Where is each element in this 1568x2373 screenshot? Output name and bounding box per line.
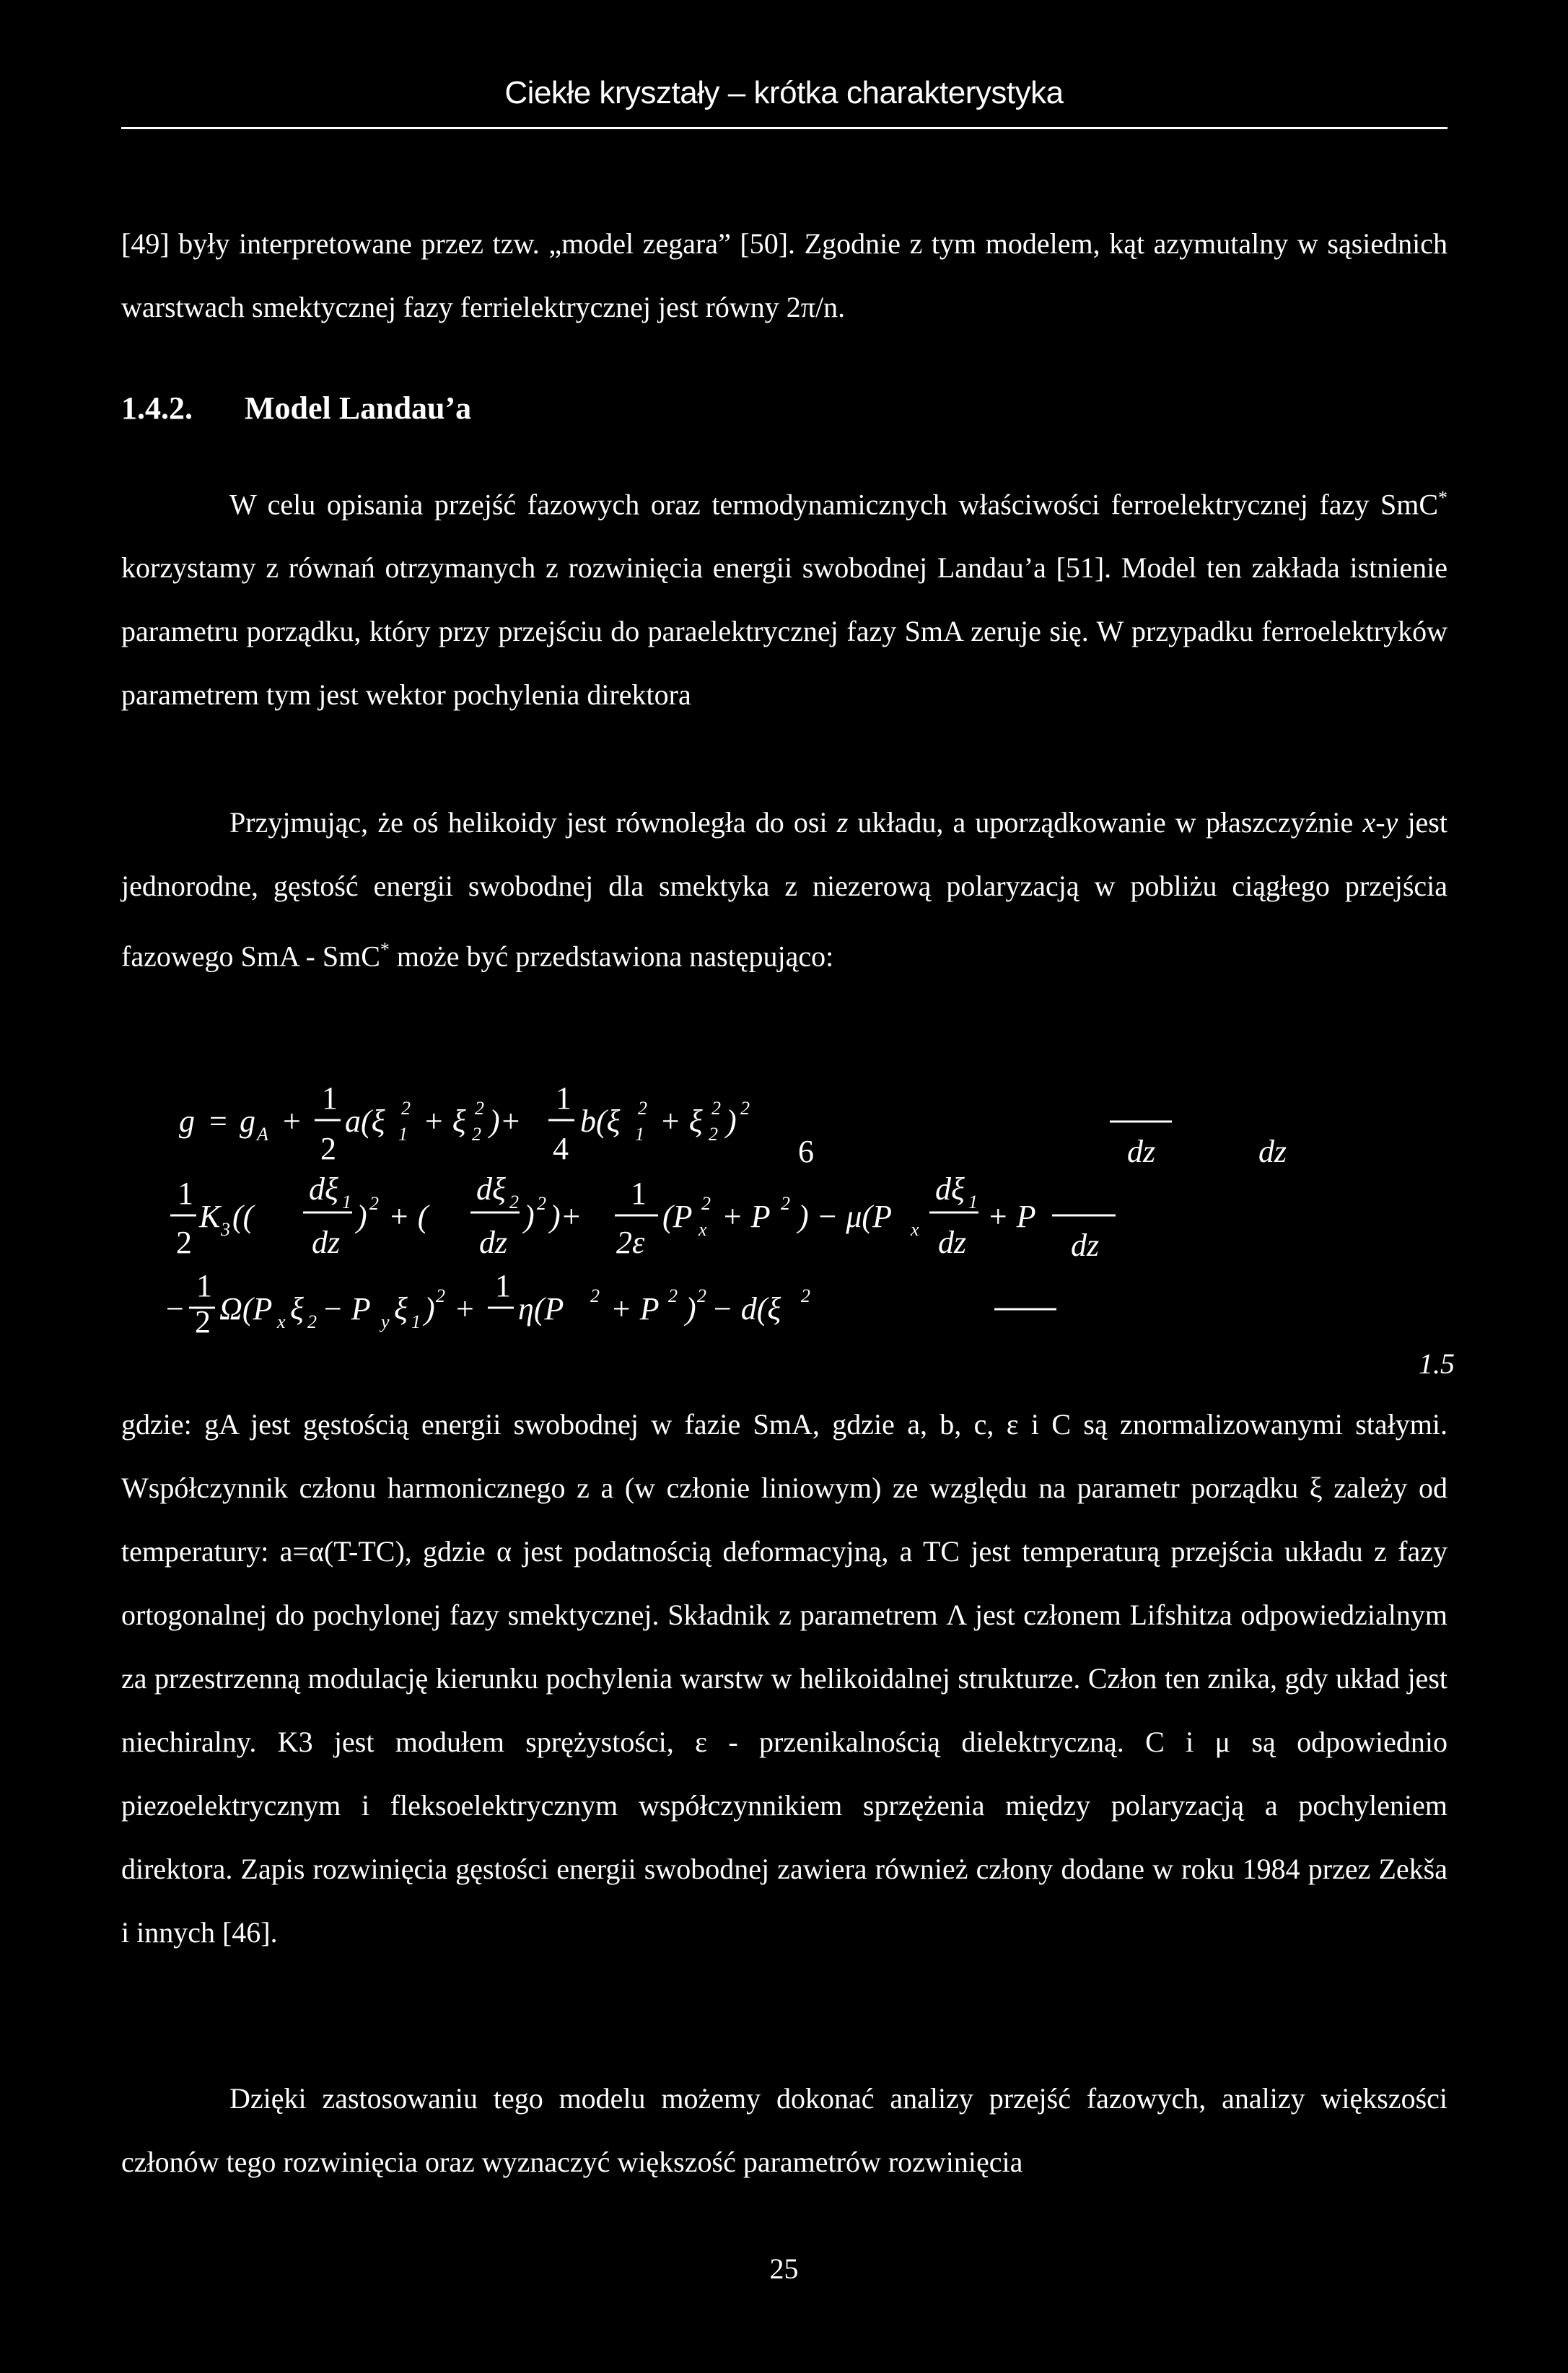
l3-xi2: ξ: [290, 1291, 304, 1327]
l2-open: ((: [232, 1199, 254, 1234]
l2-Px-sup: 2: [701, 1193, 711, 1214]
term-a-sub2: 2: [472, 1124, 481, 1145]
l3-minus: −: [166, 1291, 184, 1327]
paragraph-intro: [49] były interpretowane przez tzw. „model zegara” [50]. Zgodnie z tym modelem, kąt azymutalny w sąsiednich warstwach smektycznej fazy ferrielektrycznej jest równy 2π/n.: [121, 227, 1447, 323]
l3-xi2-sub: 2: [307, 1311, 317, 1332]
l2-close3: )+: [550, 1199, 582, 1234]
l3-eta-sup2: 2: [668, 1285, 678, 1306]
l2-K: K: [199, 1199, 221, 1234]
l2-d3-num-sub: 1: [968, 1192, 978, 1212]
l2-d1-num: dξ: [309, 1171, 338, 1207]
l2-plusP: + P: [722, 1199, 771, 1234]
l2-f3-den: 2ε: [616, 1225, 645, 1260]
eq-six: 6: [798, 1134, 814, 1169]
paragraph-definitions: gdzie: gA jest gęstością energii swobodnej w fazie SmA, gdzie a, b, c, ε i C są znormalizowanymi stałymi. Współczynnik członu harmonicznego z a (w członie liniowym) ze względu na parametr porządku ξ zależy od temperatury: a=α(T-TC), gdzie α jest podatnością deformacyjną, a TC jest temperaturą przejścia układu z fazy ortogonalnej do pochylonej fazy smektycznej. Składnik z parametrem Λ jest członem Lifshitza odpowiedzialnym za przestrzenną modulację kierunku pochylenia warstw w helikoidalnej strukturze. Człon ten znika, gdy układ jest niechiralny. K3 jest modułem sprężystości, ε - przenikalnością dielektryczną. C i μ są odpowiednio piezoelektrycznym i fleksoelektrycznym współczynnikiem sprzężenia między polaryzacją a pochyleniem direktora. Zapis rozwinięcia gęstości energii swobodnej zawiera również człony dodane w roku 1984 przez Zekša i innych [46].: [121, 1408, 1447, 1949]
term-b-sub2: 2: [709, 1124, 718, 1145]
line1-dz-1: dz: [1127, 1134, 1156, 1169]
assumption-text-b: układu, a uporządkowanie w płaszczyźnie: [848, 806, 1363, 839]
page-number: 25: [769, 2252, 799, 2285]
l2-d3-den: dz: [938, 1225, 967, 1260]
paragraph-landau: [121, 466, 1447, 727]
term-b-sub1: 1: [635, 1124, 644, 1145]
frac1-num: 1: [322, 1080, 338, 1116]
l2-Px-sub: x: [698, 1219, 707, 1240]
section-number: 1.4.2.: [121, 390, 193, 426]
term-b-plus-xi: + ξ: [660, 1104, 703, 1139]
l3-close: ): [424, 1291, 435, 1327]
term-b-close: ): [726, 1104, 737, 1139]
term-a-close: )+: [489, 1104, 522, 1139]
l3-sup2: 2: [436, 1285, 445, 1306]
l3-eta-sup: 2: [590, 1285, 600, 1306]
frac2-num: 1: [556, 1080, 571, 1116]
l3-minus-d: − d(ξ: [711, 1291, 781, 1327]
term-a-plus-xi: + ξ: [423, 1104, 466, 1139]
term-a: a(ξ: [345, 1104, 385, 1139]
term-a-sup2: 2: [401, 1098, 411, 1119]
l2-P-term: (P: [662, 1199, 693, 1234]
l2-plusP2: + P: [987, 1199, 1036, 1234]
equation-number: 1.5: [1419, 1347, 1455, 1380]
axis-z: z: [836, 806, 849, 839]
l2-plus: + (: [388, 1199, 429, 1234]
l2-K-sub: 3: [221, 1219, 230, 1240]
l2-d1-num-sub: 1: [342, 1192, 351, 1212]
assumption-text-c: jest jednorodne, gęstość energii swobodnej dla smektyka z niezerową polaryzacją w pobliżu ciągłego przejścia fazowego SmA - SmC: [121, 806, 1447, 973]
header-rule: [121, 127, 1447, 129]
l2-mu-sub: x: [911, 1219, 919, 1240]
l2-close1: ): [356, 1199, 367, 1234]
l3-Py-sub: y: [381, 1311, 390, 1332]
l3-frac-num: 1: [196, 1268, 212, 1303]
l2-sup1: 2: [369, 1193, 379, 1214]
l3-frac-den: 2: [195, 1304, 211, 1335]
l3-d-sup: 2: [801, 1285, 810, 1306]
l2-close2: ): [524, 1199, 535, 1234]
assumption-text-a: Przyjmując, że oś helikoidy jest równoległa do osi: [229, 806, 837, 839]
running-header: Ciekłe kryształy – krótka charakterystyka: [504, 75, 1064, 110]
paragraph-landau-text-b: korzystamy z równań otrzymanych z rozwinięcia energii swobodnej Landau’a [51]. Model ten zakłada istnienie parametru porządku, który przy przejściu do paraelektrycznej fazy SmA zeruje się. W przypadku ferroelektryków parametrem tym jest wektor pochylenia direktora: [121, 551, 1447, 712]
l3-eta: η(P: [518, 1291, 564, 1327]
l2-d2-num: dξ: [476, 1171, 506, 1207]
l2-d1-den: dz: [312, 1225, 341, 1260]
equation-1-5: [0, 1075, 1568, 1335]
term-b-sup-outer: 2: [740, 1098, 750, 1119]
eq-equals: =: [209, 1104, 227, 1139]
section-title: Model Landau’a: [245, 390, 472, 426]
l3-sup2b: 2: [697, 1285, 706, 1306]
l2-frac-den: 2: [176, 1225, 192, 1260]
term-a-sup2b: 2: [475, 1098, 484, 1119]
paragraph-assumption: [121, 791, 1447, 988]
l2-d3-num: dξ: [935, 1171, 965, 1207]
l2-P2-sup: 2: [781, 1193, 790, 1214]
l2-d2-den: dz: [479, 1225, 508, 1260]
l3-omega-sub: x: [277, 1311, 286, 1332]
eq-g: g: [179, 1104, 195, 1139]
l2-frac-num: 1: [178, 1176, 193, 1211]
assumption-text-d: może być przedstawiona następująco:: [389, 940, 834, 973]
term-a-sub1: 1: [398, 1124, 408, 1145]
eq-plus: +: [283, 1104, 301, 1139]
frac2-den: 4: [553, 1131, 569, 1166]
l3-close2: ): [686, 1291, 696, 1327]
term-b-sup2: 2: [638, 1098, 647, 1119]
l2-d2-num-sub: 2: [509, 1192, 519, 1212]
eq-gA-sub: A: [257, 1124, 268, 1145]
eq-gA: g: [240, 1104, 255, 1139]
asterisk-sup: *: [1438, 487, 1447, 508]
equation-svg: [0, 1075, 1568, 1335]
l3-xi1: ξ: [394, 1291, 408, 1327]
l2-minus-mu: ) − μ(P: [798, 1199, 892, 1234]
section-heading: [121, 390, 471, 427]
l3-plusP: + P: [610, 1291, 660, 1327]
line1-dz-2: dz: [1258, 1134, 1287, 1169]
l2-sup2: 2: [537, 1193, 546, 1214]
term-b-sup2b: 2: [711, 1098, 721, 1119]
asterisk-sup-2: *: [380, 939, 390, 960]
plane-xy: x-y: [1362, 806, 1398, 839]
l2-dz-right: dz: [1071, 1228, 1100, 1263]
l3-minusP: − P: [322, 1291, 371, 1327]
l3-omega: Ω(P: [219, 1291, 273, 1327]
l3-f2-num: 1: [495, 1268, 511, 1303]
l2-f3-num: 1: [631, 1176, 647, 1211]
frac1-den: 2: [320, 1131, 336, 1166]
paragraph-landau-text-a: W celu opisania przejść fazowych oraz termodynamicznych właściwości ferroelektrycznej fazy SmC: [229, 488, 1438, 521]
term-b: b(ξ: [580, 1104, 621, 1139]
l3-xi1-sub: 1: [411, 1311, 421, 1332]
paragraph-conclusion: Dzięki zastosowaniu tego modelu możemy dokonać analizy przejść fazowych, analizy większości członów tego rozwinięcia oraz wyznaczyć większość parametrów rozwinięcia: [121, 2082, 1447, 2178]
l3-plus: +: [456, 1291, 474, 1327]
